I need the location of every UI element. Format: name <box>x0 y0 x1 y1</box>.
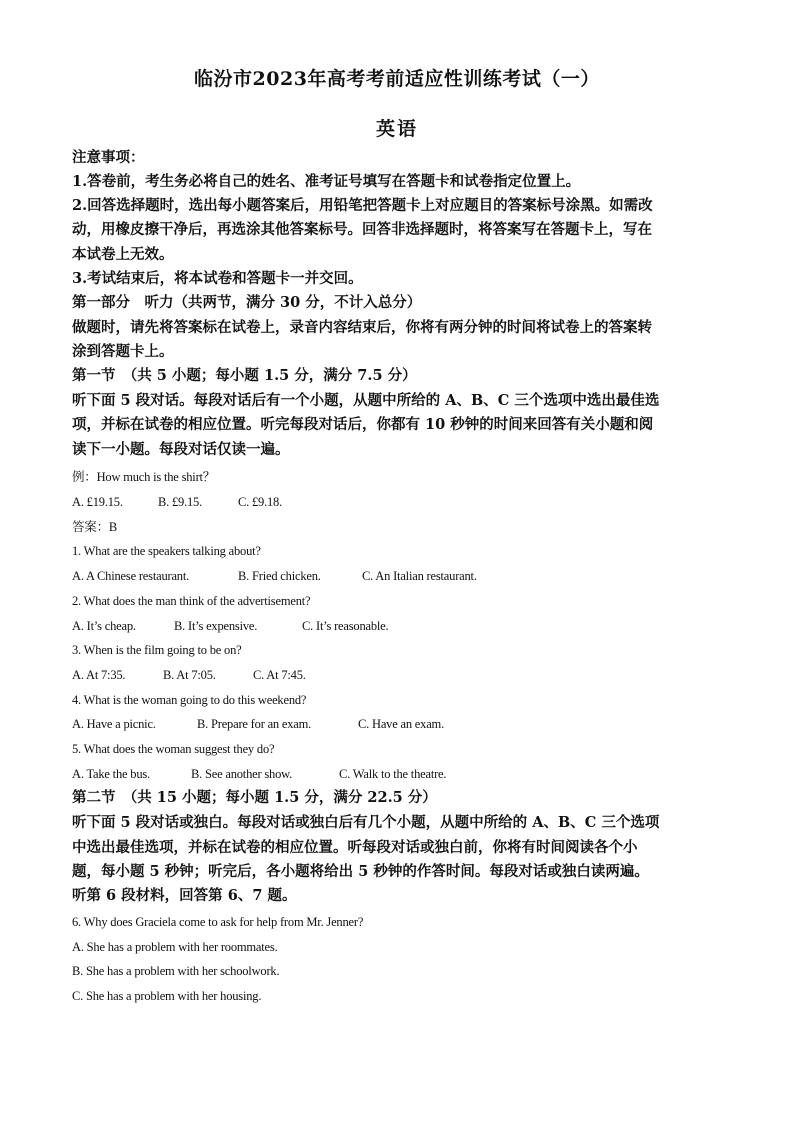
question-2-options <box>72 617 722 635</box>
example-options <box>72 493 722 511</box>
note-item-2-line-2: 动，用橡皮擦干净后，再选涂其他答案标号。回答非选择题时，将答案写在答题卡上，写在 <box>72 221 652 238</box>
section2-instr-line-2: 中选出最佳选项，并标在试卷的相应位置。听每段对话或独白前，你将有时间阅读各个小 <box>72 839 638 856</box>
question-3-options <box>72 666 722 684</box>
section2-heading: 第二节 （共 15 小题；每小题 1.5 分，满分 22.5 分） <box>72 789 437 806</box>
q4-option-a: A. Have a picnic. <box>72 717 156 731</box>
part1-instr-line-1: 做题时，请先将答案标在试卷上，录音内容结束后，你将有两分钟的时间将试卷上的答案转 <box>72 319 652 336</box>
q1-option-a: A. A Chinese restaurant. <box>72 569 190 583</box>
material-6-heading: 听第 6 段材料，回答第 6、7 题。 <box>72 887 297 904</box>
question-1: 1. What are the speakers talking about? <box>72 544 261 558</box>
note-item-2-line-1: 2.回答选择题时，选出每小题答案后，用铅笔把答题卡上对应题目的答案标号涂黑。如需改 <box>72 197 653 214</box>
part1-heading: 第一部分 听力（共两节，满分 30 分，不计入总分） <box>72 294 422 311</box>
part1-instr-line-2: 涂到答题卡上。 <box>72 343 174 360</box>
q2-option-a: A. It’s cheap. <box>72 619 136 633</box>
example-option-b: B. £9.15. <box>158 495 203 509</box>
example-option-a: A. £19.15. <box>72 495 123 509</box>
q5-option-c: C. Walk to the theatre. <box>339 767 447 781</box>
exam-subject: 英语 <box>375 118 418 140</box>
q2-option-b: B. It’s expensive. <box>174 619 258 633</box>
q5-option-b: B. See another show. <box>191 767 293 781</box>
q3-option-a: A. At 7:35. <box>72 668 126 682</box>
question-5: 5. What does the woman suggest they do? <box>72 742 275 756</box>
q1-option-c: C. An Italian restaurant. <box>362 569 477 583</box>
question-2: 2. What does the man think of the advertisement? <box>72 594 311 608</box>
section2-instr-line-3: 题，每小题 5 秒钟；听完后，各小题将给出 5 秒钟的作答时间。每段对话或独白读两遍。 <box>72 863 649 880</box>
q6-option-a: A. She has a problem with her roommates. <box>72 940 278 954</box>
q4-option-c: C. Have an exam. <box>358 717 445 731</box>
q2-option-c: C. It’s reasonable. <box>302 619 389 633</box>
notes-heading: 注意事项： <box>72 149 145 166</box>
section1-heading: 第一节 （共 5 小题；每小题 1.5 分，满分 7.5 分） <box>72 367 417 384</box>
example-answer: 答案：B <box>72 520 118 534</box>
question-1-options <box>72 567 722 585</box>
q3-option-b: B. At 7:05. <box>163 668 216 682</box>
note-item-3: 3.考试结束后，将本试卷和答题卡一并交回。 <box>72 270 363 287</box>
q6-option-c: C. She has a problem with her housing. <box>72 989 262 1003</box>
section1-instr-line-1: 听下面 5 段对话。每段对话后有一个小题，从题中所给的 A、B、C 三个选项中选出最佳选 <box>72 392 660 409</box>
q6-option-b: B. She has a problem with her schoolwork. <box>72 964 280 978</box>
q3-option-c: C. At 7:45. <box>253 668 306 682</box>
note-item-2-line-3: 本试卷上无效。 <box>72 246 174 263</box>
question-6: 6. Why does Graciela come to ask for help from Mr. Jenner? <box>72 915 364 929</box>
note-item-1: 1.答卷前，考生务必将自己的姓名、准考证号填写在答题卡和试卷指定位置上。 <box>72 173 581 190</box>
section1-instr-line-2: 项，并标在试卷的相应位置。听完每段对话后，你都有 10 秒钟的时间来回答有关小题和阅 <box>72 416 654 433</box>
q1-option-b: B. Fried chicken. <box>238 569 321 583</box>
example-option-c: C. £9.18. <box>238 495 283 509</box>
question-4: 4. What is the woman going to do this weekend? <box>72 693 307 707</box>
section2-instr-line-1: 听下面 5 段对话或独白。每段对话或独白后有几个小题，从题中所给的 A、B、C 三个选项 <box>72 814 660 831</box>
example-question: 例：How much is the shirt？ <box>72 470 216 484</box>
question-5-options <box>72 765 722 783</box>
section1-instr-line-3: 读下一小题。每段对话仅读一遍。 <box>72 441 290 458</box>
question-4-options <box>72 715 722 733</box>
exam-title: 临汾市2023年高考考前适应性训练考试（一） <box>194 68 600 90</box>
q4-option-b: B. Prepare for an exam. <box>197 717 312 731</box>
q5-option-a: A. Take the bus. <box>72 767 150 781</box>
question-3: 3. When is the film going to be on? <box>72 643 242 657</box>
